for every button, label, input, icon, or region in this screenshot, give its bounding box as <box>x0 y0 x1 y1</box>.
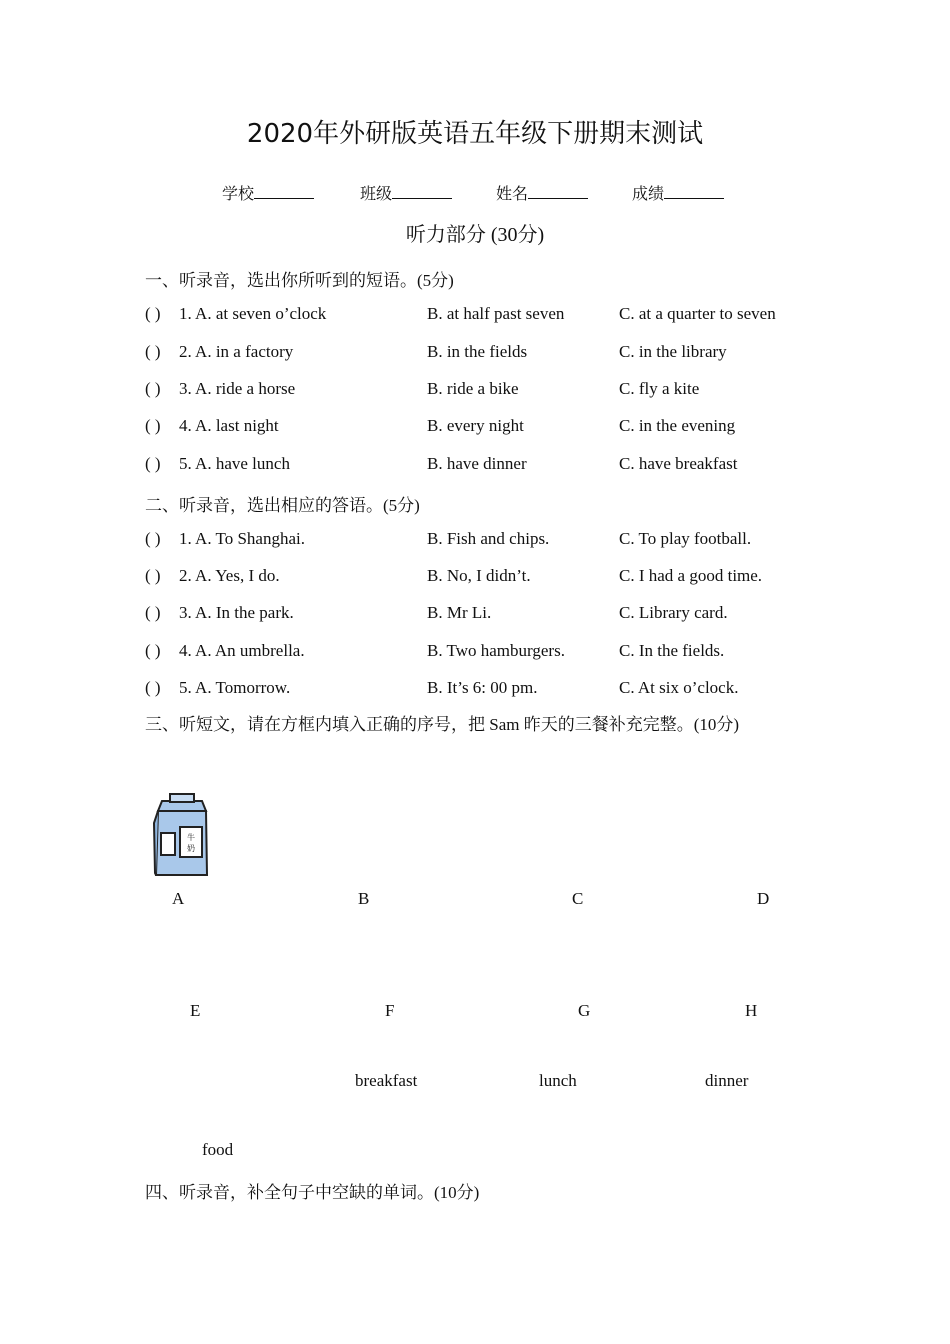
option-b: B. at half past seven <box>427 304 565 323</box>
option-a: 3. A. ride a horse <box>179 379 296 398</box>
option-c: C. fly a kite <box>619 379 700 398</box>
section-2-heading: 二、听录音，选出相应的答语。(5分) <box>145 496 420 515</box>
option-b: B. every night <box>427 416 524 435</box>
option-a: 5. A. have lunch <box>179 454 290 473</box>
answer-paren[interactable]: ( ) <box>145 566 161 585</box>
answer-paren[interactable]: ( ) <box>145 641 161 660</box>
school-label: 学校 <box>222 184 255 203</box>
option-a: 4. A. last night <box>179 416 279 435</box>
milk-label-2: 奶 <box>187 844 195 853</box>
answer-paren[interactable]: ( ) <box>145 529 161 548</box>
answer-paren[interactable]: ( ) <box>145 454 161 473</box>
meal-dinner: dinner <box>705 1071 749 1090</box>
milk-carton-icon <box>150 793 214 879</box>
option-c: C. in the library <box>619 342 727 361</box>
option-b: B. Two hamburgers. <box>427 641 565 660</box>
option-b: B. Mr Li. <box>427 603 492 622</box>
option-b: B. No, I didn’t. <box>427 566 531 585</box>
answer-paren[interactable]: ( ) <box>145 379 161 398</box>
image-label-e: E <box>190 1001 201 1020</box>
milk-label-1: 牛 <box>187 833 195 842</box>
image-label-h: H <box>745 1001 758 1020</box>
option-a: 4. A. An umbrella. <box>179 641 305 660</box>
option-c: C. To play football. <box>619 529 752 548</box>
image-label-f: F <box>385 1001 395 1020</box>
answer-paren[interactable]: ( ) <box>145 304 161 323</box>
option-a: 1. A. To Shanghai. <box>179 529 305 548</box>
listening-part-title: 听力部分 (30分) <box>405 224 545 246</box>
section-3-heading: 三、听短文，请在方框内填入正确的序号，把 Sam 昨天的三餐补充完整。(10分) <box>145 715 740 734</box>
option-c: C. Library card. <box>619 603 728 622</box>
option-b: B. Fish and chips. <box>427 529 550 548</box>
name-field <box>496 181 588 204</box>
section-4-heading: 四、听录音，补全句子中空缺的单词。(10分) <box>145 1183 480 1202</box>
option-a: 2. A. in a factory <box>179 342 294 361</box>
score-label: 成绩 <box>632 184 665 203</box>
class-field <box>360 181 452 204</box>
food-label: food <box>202 1140 234 1159</box>
option-a: 3. A. In the park. <box>179 603 294 622</box>
name-label: 姓名 <box>496 184 529 203</box>
name-blank[interactable] <box>528 184 588 199</box>
answer-paren[interactable]: ( ) <box>145 416 161 435</box>
option-c: C. have breakfast <box>619 454 738 473</box>
school-blank[interactable] <box>254 184 314 199</box>
answer-paren[interactable]: ( ) <box>145 603 161 622</box>
option-b: B. have dinner <box>427 454 527 473</box>
class-label: 班级 <box>360 184 393 203</box>
option-a: 1. A. at seven o’clock <box>179 304 327 323</box>
answer-paren[interactable]: ( ) <box>145 342 161 361</box>
image-label-d: D <box>757 889 770 908</box>
option-c: C. In the fields. <box>619 641 725 660</box>
image-label-a: A <box>172 889 185 908</box>
image-label-c: C <box>572 889 584 908</box>
section-1-heading: 一、听录音，选出你所听到的短语。(5分) <box>145 271 454 290</box>
score-blank[interactable] <box>664 184 724 199</box>
option-c: C. in the evening <box>619 416 736 435</box>
option-c: C. At six o’clock. <box>619 678 739 697</box>
school-field <box>222 181 314 204</box>
option-a: 5. A. Tomorrow. <box>179 678 291 697</box>
option-c: C. I had a good time. <box>619 566 763 585</box>
meal-breakfast: breakfast <box>355 1071 418 1090</box>
meal-lunch: lunch <box>539 1071 577 1090</box>
option-b: B. It’s 6: 00 pm. <box>427 678 538 697</box>
page-title: 2020年外研版英语五年级下册期末测试 <box>246 119 704 149</box>
option-b: B. in the fields <box>427 342 528 361</box>
score-field <box>632 181 724 204</box>
answer-paren[interactable]: ( ) <box>145 678 161 697</box>
option-c: C. at a quarter to seven <box>619 304 776 323</box>
option-b: B. ride a bike <box>427 379 519 398</box>
option-a: 2. A. Yes, I do. <box>179 566 280 585</box>
image-label-g: G <box>578 1001 591 1020</box>
class-blank[interactable] <box>392 184 452 199</box>
image-label-b: B <box>358 889 370 908</box>
